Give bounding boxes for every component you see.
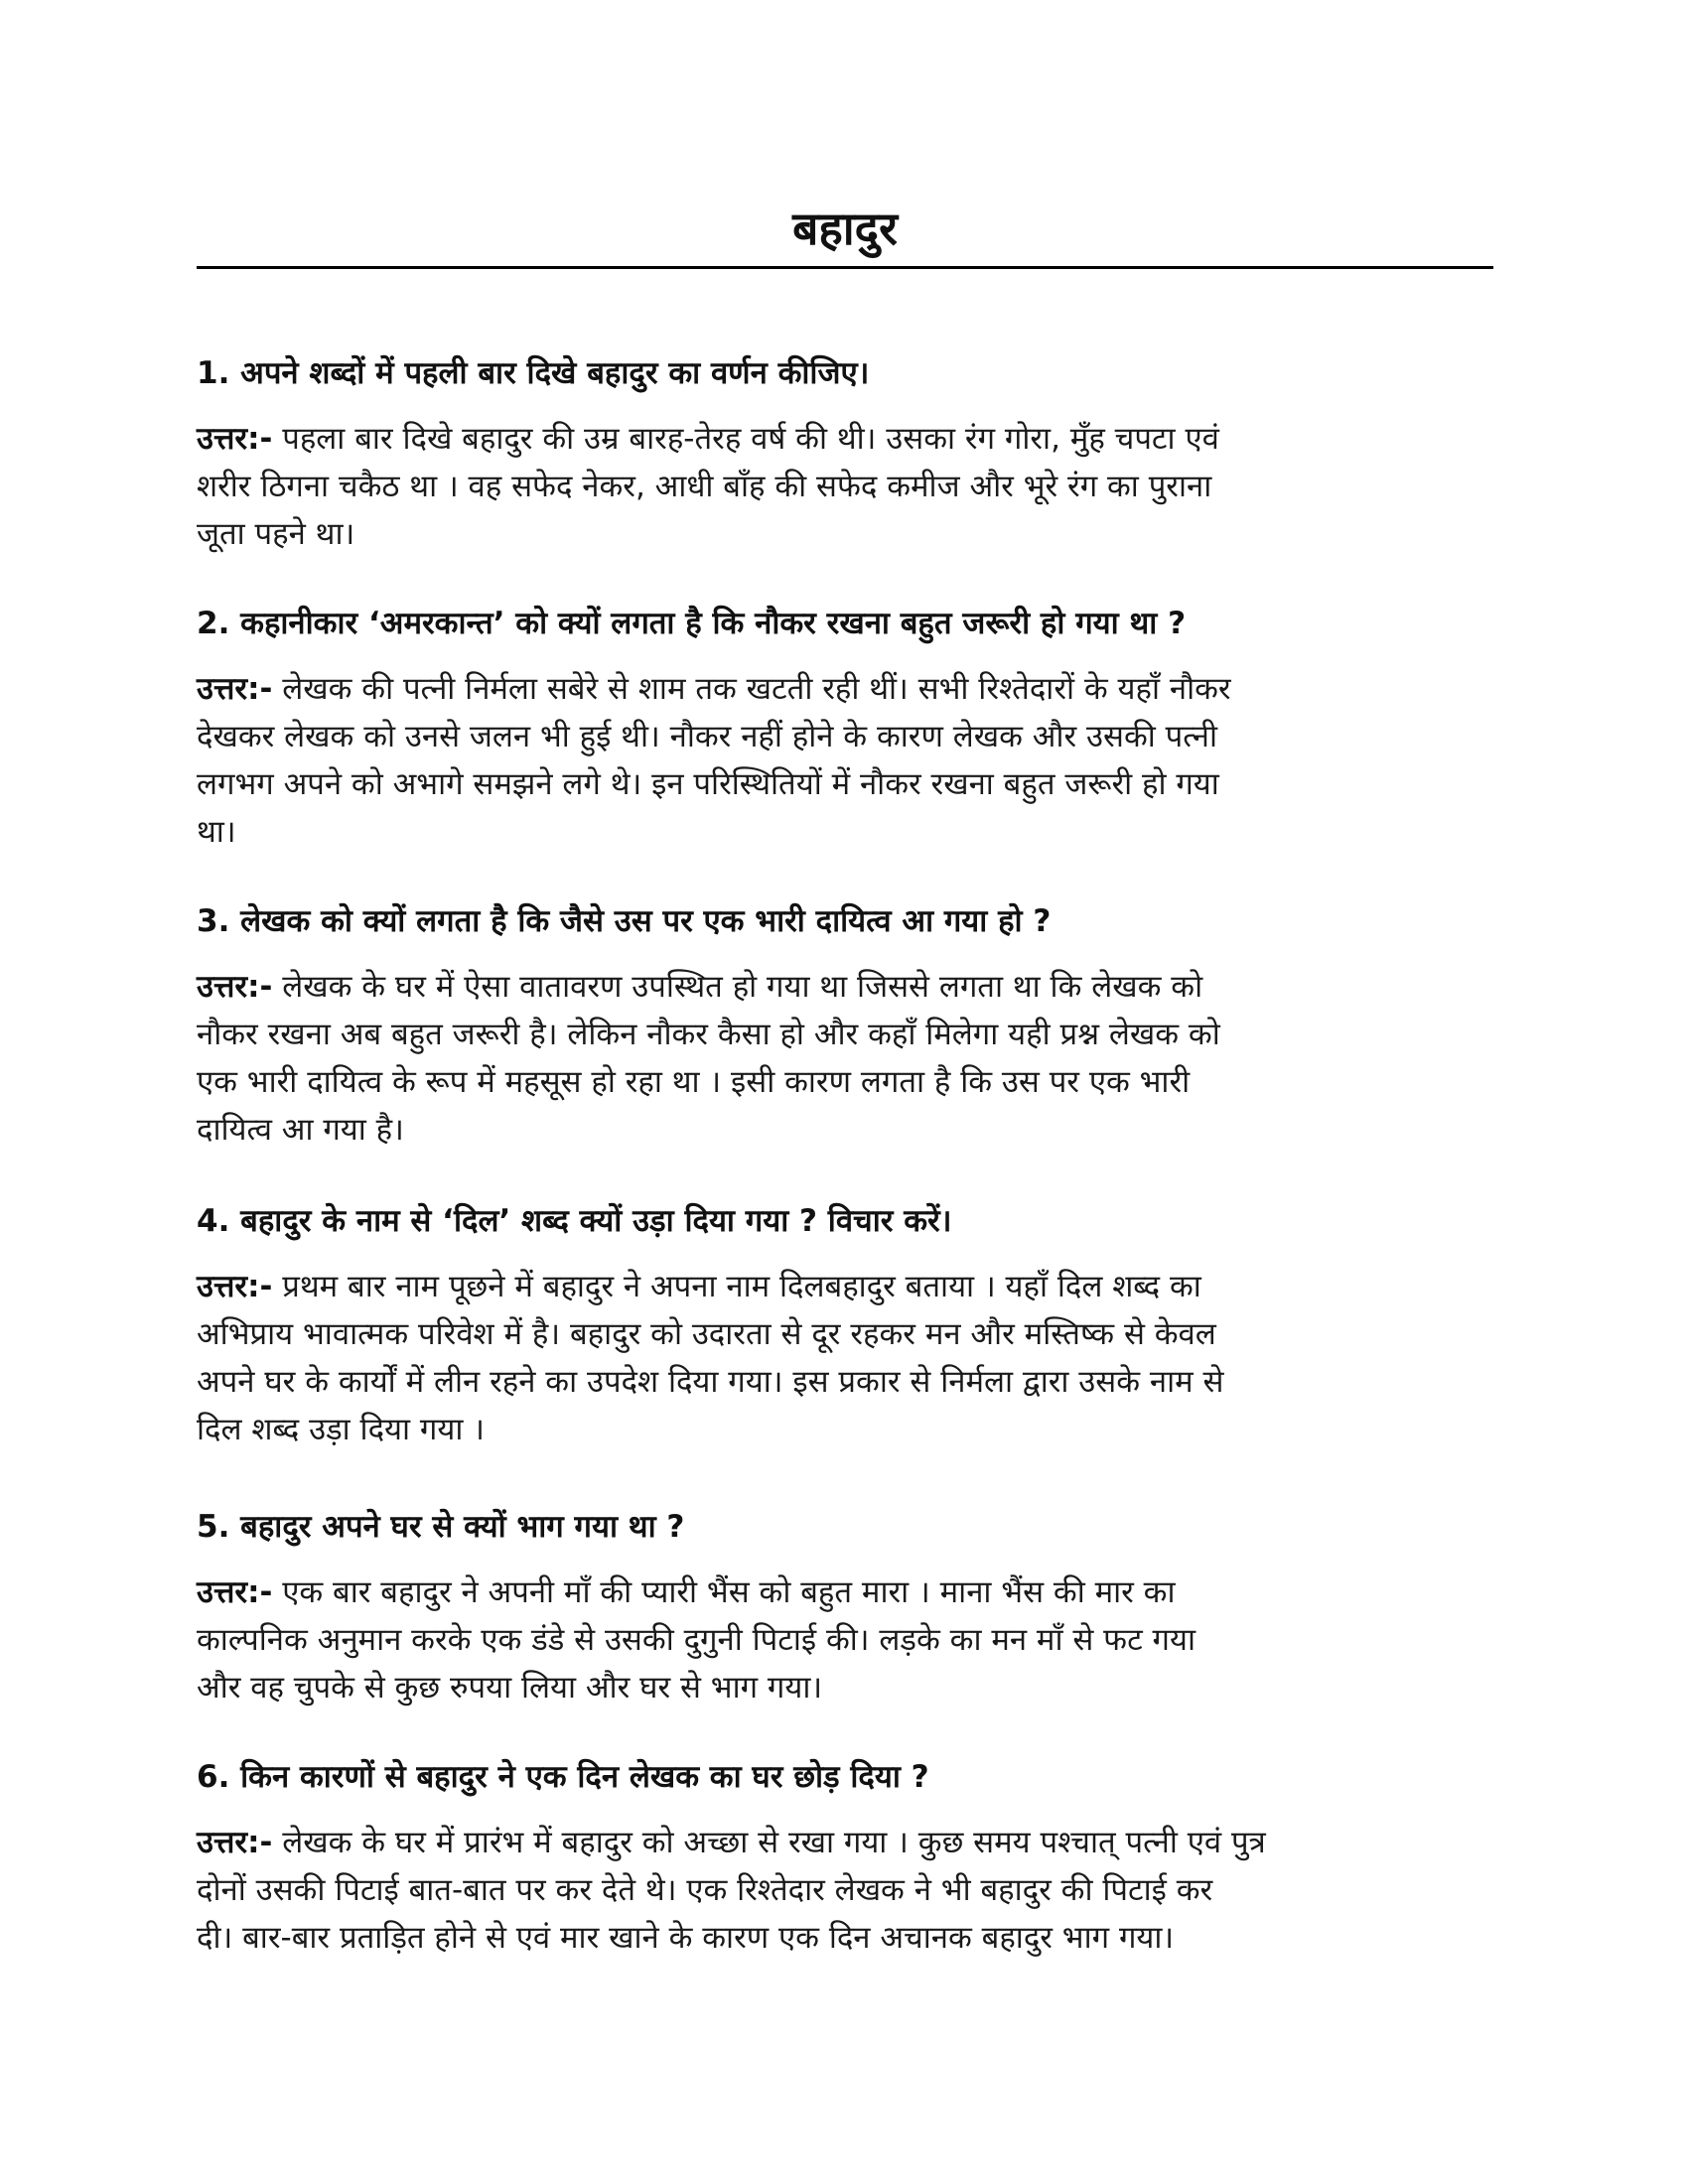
qa-block-1 [197,351,1493,558]
answer-line: अपने घर के कार्यों में लीन रहने का उपदेश दिया गया। इस प्रकार से निर्मला द्वारा उसके नाम से [197,1364,1224,1400]
answer-3 [197,963,1493,1154]
answer-6 [197,1819,1493,1962]
qa-block-5 [197,1505,1493,1711]
answer-line: शरीर ठिगना चकैठ था । वह सफेद नेकर, आधी बाँह की सफेद कमीज और भूरे रंग का पुराना [197,469,1212,504]
answer-line: दोनों उसकी पिटाई बात-बात पर कर देते थे। एक रिश्तेदार लेखक ने भी बहादुर की पिटाई कर [197,1872,1213,1908]
qa-block-2 [197,602,1493,856]
answer-label: उत्तर:- [197,1574,273,1610]
answer-line: काल्पनिक अनुमान करके एक डंडे से उसकी दुगुनी पिटाई की। लड़के का मन माँ से फट गया [197,1622,1196,1658]
question-6: 6. किन कारणों से बहादुर ने एक दिन लेखक का घर छोड़ दिया ? [197,1759,929,1795]
question-5: 5. बहादुर अपने घर से क्यों भाग गया था ? [197,1509,685,1545]
answer-line: एक बार बहादुर ने अपनी माँ की प्यारी भैंस को बहुत मारा । माना भैंस की मार का [282,1574,1176,1610]
answer-line: दिल शब्द उड़ा दिया गया । [197,1412,485,1447]
qa-block-3 [197,899,1493,1154]
answer-line: जूता पहने था। [197,516,355,552]
answer-line: नौकर रखना अब बहुत जरूरी है। लेकिन नौकर कैसा हो और कहाँ मिलेगा यही प्रश्न लेखक को [197,1017,1220,1052]
answer-line: था। [197,814,236,850]
answer-label: उत्तर:- [197,421,273,457]
answer-line: एक भारी दायित्व के रूप में महसूस हो रहा था । इसी कारण लगता है कि उस पर एक भारी [197,1064,1191,1100]
qa-block-6 [197,1755,1493,1962]
answer-line: लेखक के घर में ऐसा वातावरण उपस्थित हो गया था जिससे लगता था कि लेखक को [282,969,1203,1005]
answer-line: प्रथम बार नाम पूछने में बहादुर ने अपना नाम दिलबहादुर बताया । यहाँ दिल शब्द का [282,1269,1201,1304]
page-title: बहादुर [792,202,898,255]
answer-line: पहला बार दिखे बहादुर की उम्र बारह-तेरह वर्ष की थी। उसका रंग गोरा, मुँह चपटा एवं [282,421,1219,457]
answer-1 [197,415,1493,558]
question-1: 1. अपने शब्दों में पहली बार दिखे बहादुर का वर्णन कीजिए। [197,355,870,391]
answer-line: लेखक की पत्नी निर्मला सबेरे से शाम तक खटती रही थीं। सभी रिश्तेदारों के यहाँ नौकर [282,671,1231,707]
question-3: 3. लेखक को क्यों लगता है कि जैसे उस पर एक भारी दायित्व आ गया हो ? [197,903,1052,939]
answer-line: अभिप्राय भावात्मक परिवेश में है। बहादुर को उदारता से दूर रहकर मन और मस्तिष्क से केवल [197,1316,1216,1352]
answer-line: और वह चुपके से कुछ रुपया लिया और घर से भाग गया। [197,1670,823,1706]
question-4: 4. बहादुर के नाम से ‘दिल’ शब्द क्यों उड़ा दिया गया ? विचार करें। [197,1203,952,1239]
answer-label: उत्तर:- [197,969,273,1005]
answer-4 [197,1263,1493,1453]
answer-line: दी। बार-बार प्रताड़ित होने से एवं मार खाने के कारण एक दिन अचानक बहादुर भाग गया। [197,1920,1175,1956]
answer-label: उत्तर:- [197,1269,273,1304]
qa-block-4 [197,1199,1493,1453]
answer-line: लगभग अपने को अभागे समझने लगे थे। इन परिस्थितियों में नौकर रखना बहुत जरूरी हो गया [197,766,1219,802]
answer-label: उत्तर:- [197,671,273,707]
answer-2 [197,665,1493,856]
title-divider [197,266,1493,269]
answer-5 [197,1569,1493,1711]
answer-line: दायित्व आ गया है। [197,1112,404,1148]
answer-line: लेखक के घर में प्रारंभ में बहादुर को अच्छा से रखा गया । कुछ समय पश्चात् पत्नी एवं पुत्र [282,1825,1266,1860]
answer-line: देखकर लेखक को उनसे जलन भी हुई थी। नौकर नहीं होने के कारण लेखक और उसकी पत्नी [197,719,1218,754]
answer-label: उत्तर:- [197,1825,273,1860]
question-2: 2. कहानीकार ‘अमरकान्त’ को क्यों लगता है कि नौकर रखना बहुत जरूरी हो गया था ? [197,606,1187,641]
